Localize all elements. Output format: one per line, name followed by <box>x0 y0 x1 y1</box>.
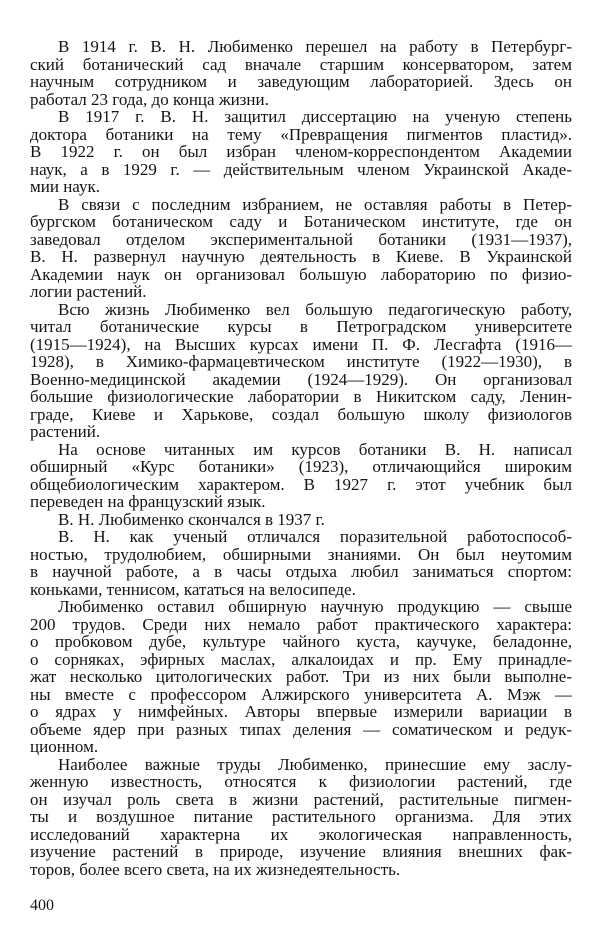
text-line: ский ботанический сад вначале старшим консерватором, затем <box>30 54 572 74</box>
page-number: 400 <box>30 897 54 914</box>
text-line: В 1917 г. В. Н. защитил диссертацию на ученую степень <box>58 107 572 126</box>
text-line: о ядрах у нимфейных. Авторы впервые измерили вариации в <box>30 702 572 721</box>
text-line: ционном. <box>30 737 99 756</box>
text-line: заведовал отделом экспериментальной ботаники (1931—1937), <box>30 229 572 249</box>
page-body <box>30 38 572 878</box>
text-line: Любименко оставил обширную научную продукцию — свыше <box>58 597 572 616</box>
text-line: коньками, теннисом, кататься на велосипеде. <box>30 579 356 599</box>
text-line: изучение растений в природе, изучение влияния внешних фак- <box>30 842 572 861</box>
text-line: ны вместе с профессором Алжирского университета А. Мэж — <box>30 684 572 704</box>
text-line: переведен на французский язык. <box>30 492 266 511</box>
text-line: бургском ботаническом саду и Ботаническом институте, где он <box>30 212 572 231</box>
text-line: граде, Киеве и Харькове, создал большую школу физиологов <box>30 404 572 424</box>
text-line: читал ботанические курсы в Петроградском университете <box>30 317 572 336</box>
text-line: мии наук. <box>30 177 100 196</box>
text-line: в научной работе, а в часы отдыха любил заниматься спортом: <box>30 562 572 581</box>
text-line: жат несколько цитологических работ. Три из них были выполне- <box>30 667 572 686</box>
text-line: Наиболее важные труды Любименко, принесшие ему заслу- <box>58 754 572 774</box>
text-line: большие физиологические лаборатории в Никитском саду, Ленин- <box>30 387 572 406</box>
text-line: 200 трудов. Среди них немало работ практического характера: <box>30 614 572 634</box>
paragraph <box>30 301 572 441</box>
text-line: Всю жизнь Любименко вел большую педагогическую работу, <box>58 299 572 319</box>
paragraph <box>30 511 572 529</box>
text-line: объеме ядер при разных типах деления — соматическом и редук- <box>30 719 572 739</box>
text-line: Военно-медицинской академии (1924—1929). Он организовал <box>30 369 572 389</box>
text-line: логии растений. <box>30 282 147 301</box>
text-line: работал 23 года, до конца жизни. <box>30 89 269 109</box>
paragraph <box>30 38 572 108</box>
text-line: торов, более всего света, на их жизнедеятельность. <box>30 859 401 879</box>
paragraph <box>30 196 572 301</box>
text-line: растений. <box>30 422 101 441</box>
text-line: о сорняках, эфирных маслах, алкалоидах и пр. Ему принадле- <box>30 649 572 669</box>
text-line: наук, а в 1929 г. — действительным членом Украинской Акаде- <box>30 159 572 179</box>
text-line: научным сотрудником и заведующим лабораторией. Здесь он <box>30 72 572 91</box>
paragraph <box>30 108 572 196</box>
text-line: 1928), в Химико-фармацевтическом институте (1922—1930), в <box>30 352 572 371</box>
text-line: В. Н. как ученый отличался поразительной работоспособ- <box>58 527 572 546</box>
text-line: В. Н. Любименко скончался в 1937 г. <box>58 509 325 529</box>
text-line: В. Н. развернул научную деятельность в Киеве. В Украинской <box>30 247 572 266</box>
text-line: ностью, трудолюбием, обширными знаниями. Он был неутомим <box>30 544 572 564</box>
paragraph <box>30 528 572 598</box>
text-line: исследований характерна их экологическая направленность, <box>30 824 572 844</box>
text-line: ты и воздушное питание растительного организма. Для этих <box>30 807 572 826</box>
paragraph <box>30 441 572 511</box>
text-line: (1915—1924), на Высших курсах имени П. Ф. Лесгафта (1916— <box>30 334 572 354</box>
text-line: Академии наук он организовал большую лабораторию по физио- <box>30 264 572 284</box>
text-line: В 1922 г. он был избран членом-корреспондентом Академии <box>30 142 572 161</box>
text-line: общебиологическим характером. В 1927 г. этот учебник был <box>30 474 572 494</box>
text-line: о пробковом дубе, культуре чайного куста, каучуке, беладонне, <box>30 632 572 651</box>
paragraph <box>30 756 572 879</box>
paragraph <box>30 598 572 756</box>
text-line: обширный «Курс ботаники» (1923), отличающийся широким <box>30 457 572 476</box>
text-line: доктора ботаники на тему «Превращения пигментов пластид». <box>30 124 572 144</box>
text-line: На основе читанных им курсов ботаники В. Н. написал <box>58 439 572 459</box>
text-line: женную известность, относятся к физиологии растений, где <box>30 772 572 791</box>
text-line: В связи с последним избранием, не оставляя работы в Петер- <box>58 194 572 214</box>
text-line: он изучал роль света в жизни растений, растительные пигмен- <box>30 789 572 809</box>
text-line: В 1914 г. В. Н. Любименко перешел на работу в Петербург- <box>58 37 572 56</box>
